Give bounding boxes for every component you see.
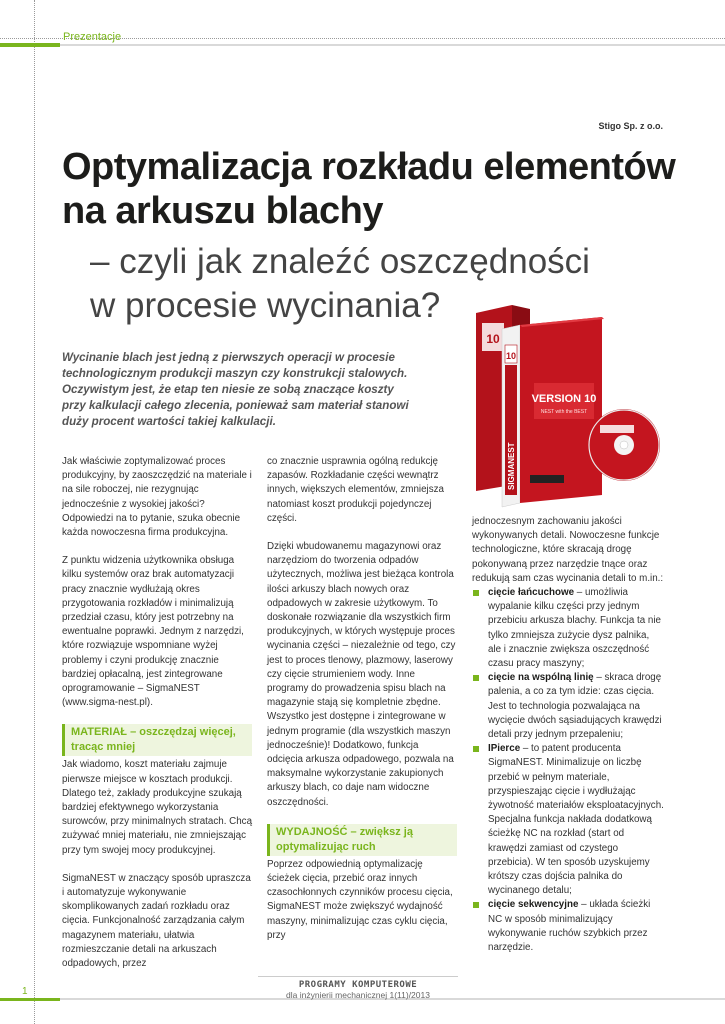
text-column-3 <box>472 515 664 955</box>
footer-magazine <box>258 976 458 1001</box>
accent-bar <box>0 43 60 47</box>
paragraph: SigmaNEST w znaczący sposób upraszcza i automatyzuje wykonywanie skomplikowanych zadań rozkładu oraz cięcia. Funkcjonalność zarządzania całym magazynem materiału, ułatwia rozmieszczanie detali na arkuszach odpadowych, przez <box>62 872 251 970</box>
bullet-icon <box>473 902 479 908</box>
text-column-1 <box>62 455 252 985</box>
paragraph: Jak wiadomo, koszt materiału zajmuje pierwsze miejsce w kosztach produkcji. Dlatego też, zakłady produkcyjne szukają bardziej efektywnego wykorzystania surowców, przy minimalnych stratach. Chcą zużywać mniej materiału, nie zmniejszając przy tym swojej mocy produkcyjnej. <box>62 759 253 856</box>
svg-text:10: 10 <box>486 332 500 346</box>
product-box-image <box>472 305 672 515</box>
section-heading-material: MATERIAŁ – oszczędzaj więcej, tracąc mniej <box>62 724 252 756</box>
product-tagline: NEST with the BEST <box>540 409 588 415</box>
paragraph: jednoczesnym zachowaniu jakości wykonywanych detali. Nowoczesne funkcje technologiczne, które skracają drogę pokonywaną przez narzędzie tnące oraz redukują sam czas wycinania detali to m.in.: <box>472 516 664 584</box>
paragraph: Jak właściwie zoptymalizować proces produkcyjny, by zaoszczędzić na materiale i na sile roboczej, nie rezygnując jednocześnie z wysokiej jakości? Odpowiedzi na to pytanie, szuka obecnie każda nowoczesna firma produkcyjna. <box>62 456 252 539</box>
section-heading-wydajnosc: WYDAJNOŚĆ – zwiększ ją optymalizując ruch <box>267 824 457 856</box>
magazine-title: PROGRAMY KOMPUTEROWE <box>298 980 418 990</box>
company-name: Stigo Sp. z o.o. <box>598 121 663 131</box>
article-title: Optymalizacja rozkładu elementów na arkuszu blachy <box>62 146 676 232</box>
list-item: cięcie sekwencyjne – układa ścieżki NC w sposób minimalizujący wykonywanie ruchów szybkich przez narzędzie. <box>472 898 664 955</box>
paragraph: Z punktu widzenia użytkownika obsługa kilku systemów oraz brak automatyzacji pracy znacznie wydłużają okres przygotowania rozkładów i minimalizują przedział czasu, który jest potrzebny na ewentualne poprawki. Jednym z narzędzi, które rozwiązuje wspomniane wyżej problemy i czyni produkcję znacznie bardziej opłacalną, jest zintegrowane oprogramowanie – SigmaNEST (www.sigma-nest.pl). <box>62 555 244 709</box>
lead-paragraph: Wycinanie blach jest jedną z pierwszych operacji w procesie technologicznym produkcji maszyn czy konstrukcji stalowych. Oczywistym jest, że etap ten niesie ze sobą znaczące koszty przy kalkulacji całego zlecenia, ponieważ sam materiał stanowi duży procent wartości takiej kalkulacji. <box>62 351 409 428</box>
section-label: Prezentacje <box>63 31 122 43</box>
list-item: IPierce – to patent producenta SigmaNEST. Minimalizuje on liczbę przebić w pełnym materiale, przyspieszając cięcie i wydłużając żywotność materiałów eksploatacyjnych. Specjalna funkcja nakłada dodatkową ścieżkę NC na rozkład (start od krawędzi zamiast od czystego przebicia). W ten sposób uzyskujemy krótszy czas dojścia palnika do wycinanego detalu; <box>472 742 664 898</box>
product-version: VERSION 10 <box>531 393 597 405</box>
text-column-2 <box>267 455 457 957</box>
bullet-icon <box>473 675 479 681</box>
article-subtitle: – czyli jak znaleźć oszczędności w procesie wycinania? <box>90 242 590 325</box>
svg-text:10: 10 <box>505 351 517 361</box>
divider <box>60 44 725 46</box>
paragraph: Poprzez odpowiednią optymalizację ścieżek cięcia, przebić oraz innych czasochłonnych czynników procesu cięcia, SigmaNEST może zwiększyć wydajność maszyny, minimalizując czas cyklu cięcia, przy <box>267 858 453 941</box>
paragraph: Dzięki wbudowanemu magazynowi oraz narzędziom do tworzenia odpadów użytecznych, możliwa jest bieżąca kontrola ilości arkuszy blach nowych oraz odpadowych w zakresie użytkowym. To doskonałe rozwiązanie dla wszystkich firm produkcyjnych, w których występuje proces wycinania części – niezależnie od tego, czy jest to proces tlenowy, plazmowy, laserowy czy cięcie strumieniem wody. Inne programy do prowadzenia spisu blach na magazynie stają się kompletnie zbędne. Wszystko jest dostępne i zintegrowane w jednym programie (dla wszystkich maszyn jednocześnie)! Dodatkowo, funkcja odcięcia arkusza odpadowego, pozwala na maksymalne wykorzystanie zakupionych arkuszy blach, co daje nam widoczne oszczędności. <box>267 541 456 808</box>
list-item: cięcie łańcuchowe – umożliwia wypalanie kilku części przy jednym przebiciu arkusza blachy. Funkcja ta nie tylko zmniejsza zużycie dysz palnika, ale i znacznie zwiększa oszczędność czasu pracy maszyny; <box>472 586 664 671</box>
page-margin-line <box>34 0 35 1024</box>
paragraph: co znacznie usprawnia ogólną redukcję zapasów. Rozkładanie części wewnątrz innych, większych elementów, zmniejsza natomiast koszt produkcji pojedynczej części. <box>267 456 444 524</box>
feature-list <box>472 586 664 955</box>
magazine-issue: dla inżynierii mechanicznej 1(11)/2013 <box>286 990 430 1000</box>
list-item: cięcie na wspólną linię – skraca drogę palenia, a co za tym idzie: czas cięcia. Jest to technologia pozwalająca na wycięcie dwóch sąsiadujących krawędzi detali przy jednym przepaleniu; <box>472 671 664 742</box>
bullet-icon <box>473 746 479 752</box>
page-number: 1 <box>22 986 28 997</box>
accent-bar <box>0 998 60 1001</box>
product-brand: SIGMANEST <box>507 442 516 490</box>
bullet-icon <box>473 590 479 596</box>
